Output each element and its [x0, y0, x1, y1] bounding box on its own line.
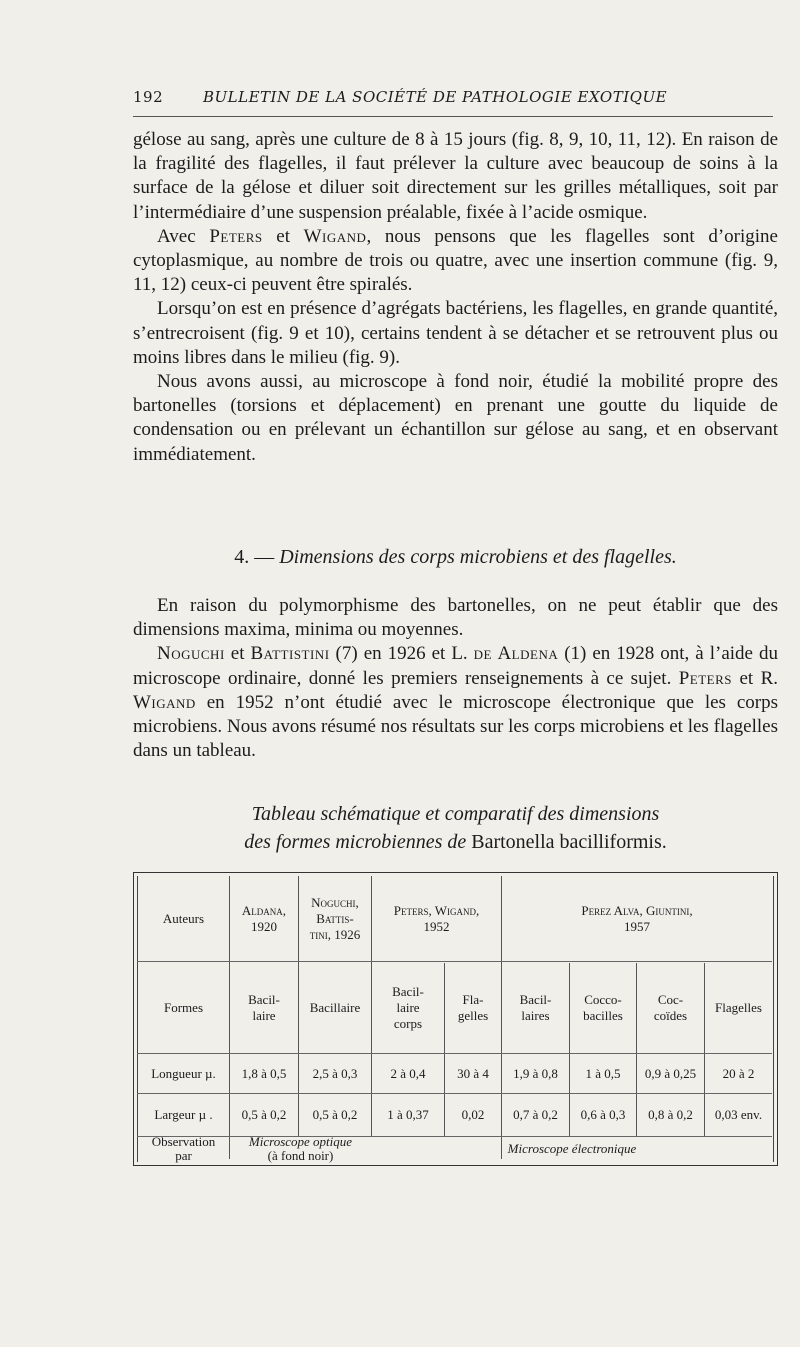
cell-largeur: 0,02	[461, 1107, 485, 1122]
cell-formes: Bacil- laires	[519, 991, 552, 1023]
dimensions-table	[133, 872, 778, 1166]
cell-largeur: 1 à 0,37	[387, 1107, 429, 1122]
paragraph-2: Avec Peters et Wigand, nous pensons que les flagelles sont d’origine cytoplasmique, au nombre de trois ou quatre, avec une insertion commune (fig. 9, 11, 12) ceux-ci peuvent être spiralés.	[133, 225, 778, 296]
row-label-largeur: Largeur µ .	[154, 1107, 213, 1122]
cell-formes: Cocco- bacilles	[583, 991, 623, 1023]
cell-longueur: 30 à 4	[457, 1065, 489, 1081]
cell-longueur: 1,9 à 0,8	[513, 1065, 558, 1081]
header-aldana: Aldana, 1920	[241, 903, 287, 934]
cell-longueur: 0,9 à 0,25	[644, 1065, 697, 1081]
paragraph-6: Noguchi et Battistini (7) en 1926 et L. de Aldena (1) en 1928 ont, à l’aide du microscope ordinaire, donné les premiers renseignements à ce sujet. Peters et R. Wigand en 1952 n’ont étudié avec le microscope électronique que les corps microbiens. Nous avons résumé nos résultats sur les corps microbiens et les flagelles dans un tableau.	[133, 643, 778, 762]
header-auteurs: Auteurs	[162, 911, 205, 926]
row-label-observation: Observation par	[151, 1134, 216, 1163]
cell-largeur: 0,8 à 0,2	[648, 1107, 693, 1122]
body-text-lower	[133, 594, 778, 763]
cell-largeur: 0,5 à 0,2	[312, 1107, 358, 1122]
cell-longueur: 2,5 à 0,3	[312, 1065, 358, 1081]
cell-longueur: 20 à 2	[722, 1065, 755, 1081]
running-title: BULLETIN DE LA SOCIÉTÉ DE PATHOLOGIE EXOTIQUE	[203, 88, 668, 106]
cell-formes: Bacillaire	[309, 999, 361, 1015]
cell-largeur: 0,7 à 0,2	[513, 1107, 558, 1122]
author-name: Peters	[209, 225, 263, 247]
cell-obs-optique: Microscope optique (à fond noir)	[248, 1134, 353, 1163]
cell-formes: Flagelles	[715, 999, 762, 1015]
cell-formes: Bacil- laire	[248, 991, 280, 1023]
row-label-longueur: Longueur µ.	[151, 1065, 216, 1081]
paragraph-3: Lorsqu’on est en présence d’agrégats bactériens, les flagelles, en grande quantité, s’entrecroisent (fig. 9 et 10), certains tendent à se détacher et se retrouvent plus ou moins libres dans le milieu (fig. 9).	[133, 298, 778, 368]
cell-longueur: 1 à 0,5	[585, 1065, 621, 1081]
section-title: Dimensions des corps microbiens et des flagelles.	[279, 546, 677, 568]
cell-formes: Coc- coïdes	[653, 991, 688, 1023]
cell-largeur: 0,6 à 0,3	[580, 1107, 626, 1122]
paragraph-1: gélose au sang, après une culture de 8 à 15 jours (fig. 8, 9, 10, 11, 12). En raison de la fragilité des flagelles, il faut prélever la culture avec beaucoup de soins à la surface de la gélose et diluer soit directement sur les grilles métalliques, soit par l’intermédiaire d’une suspension préalable, fixée à l’acide osmique.	[133, 129, 778, 223]
running-head	[133, 88, 773, 114]
cell-formes: Bacil- laire corps	[392, 983, 424, 1031]
section-heading: 4. — Dimensions des corps microbiens et des flagelles.	[234, 546, 677, 568]
paragraph-4: Nous avons aussi, au microscope à fond noir, étudié la mobilité propre des bartonelles (torsions et déplacement) en prenant une goutte du liquide de condensation ou en prélevant un échantillon sur gélose au sang, et en observant immédiatement.	[133, 371, 778, 465]
cell-largeur: 0,03 env.	[714, 1107, 763, 1122]
cell-longueur: 2 à 0,4	[390, 1065, 426, 1081]
author-name: Wigand	[303, 225, 367, 247]
cell-formes: Fla- gelles	[457, 991, 489, 1023]
header-perez: Perez Alva, Giuntini, 1957	[581, 903, 693, 934]
body-text-upper	[133, 128, 778, 467]
table-caption: Tableau schématique et comparatif des dimensions des formes microbiennes de Bartonella bacilliformis.	[244, 803, 667, 853]
cell-obs-electronique: Microscope électronique	[507, 1141, 637, 1156]
paragraph-5: En raison du polymorphisme des bartonelles, on ne peut établir que des dimensions maxima, minima ou moyennes.	[133, 595, 778, 641]
header-rule	[133, 116, 773, 117]
header-peters: Peters, Wigand, 1952	[393, 903, 480, 934]
header-noguchi: Noguchi, Battis- tini, 1926	[309, 895, 361, 942]
cell-longueur: 1,8 à 0,5	[241, 1065, 287, 1081]
cell-largeur: 0,5 à 0,2	[241, 1107, 287, 1122]
page-number: 192	[133, 88, 164, 106]
row-label-formes: Formes	[164, 999, 203, 1015]
